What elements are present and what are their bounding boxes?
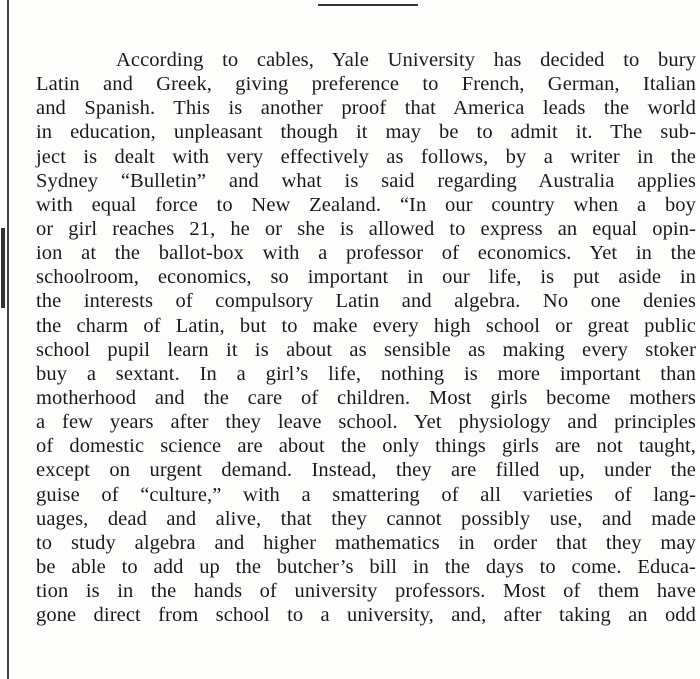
article-line: motherhood and the care of children. Most girls become mothers [36, 386, 696, 409]
article-line: ion at the ballot-box with a professor of economics. Yet in the [36, 242, 696, 265]
article-line: guise of “culture,” with a smattering of all varieties of lang- [36, 483, 696, 506]
article-line: in education, unpleasant though it may be to admit it. The sub- [36, 121, 696, 144]
article-line: buy a sextant. In a girl’s life, nothing is more important than [36, 362, 696, 385]
article-line: or girl reaches 21, he or she is allowed to express an equal opin- [36, 217, 696, 240]
article-line: schoolroom, economics, so important in our life, is put aside in [36, 266, 696, 289]
left-column-rule [7, 0, 9, 679]
article-line: except on urgent demand. Instead, they are filled up, under the [36, 459, 696, 482]
article-line: the interests of compulsory Latin and algebra. No one denies [36, 290, 696, 313]
article-line: Sydney “Bulletin” and what is said regarding Australia applies [36, 169, 696, 192]
article-line: with equal force to New Zealand. “In our country when a boy [36, 193, 696, 216]
article-line: the charm of Latin, but to make every high school or great public [36, 314, 696, 337]
article-line: uages, dead and alive, that they cannot possibly use, and made [36, 507, 696, 530]
article-body [36, 48, 696, 627]
article-line: tion is in the hands of university professors. Most of them have [36, 580, 696, 603]
article-line: gone direct from school to a university, and, after taking an odd [36, 604, 696, 627]
article-line: According to cables, Yale University has decided to bury [116, 49, 696, 71]
article-line: and Spanish. This is another proof that America leads the world [36, 97, 696, 120]
article-line: Latin and Greek, giving preference to French, German, Italian [36, 73, 696, 96]
article-line: a few years after they leave school. Yet physiology and principles [36, 411, 696, 434]
article-line: school pupil learn it is about as sensible as making every stoker [36, 338, 696, 361]
article-line: of domestic science are about the only things girls are not taught, [36, 435, 696, 458]
section-divider-rule [318, 4, 418, 6]
article-line: ject is dealt with very effectively as follows, by a writer in the [36, 145, 696, 168]
column-rule-mark [1, 228, 5, 308]
article-line: be able to add up the butcher’s bill in the days to come. Educa- [36, 555, 696, 578]
article-line: to study algebra and higher mathematics in order that they may [36, 531, 696, 554]
